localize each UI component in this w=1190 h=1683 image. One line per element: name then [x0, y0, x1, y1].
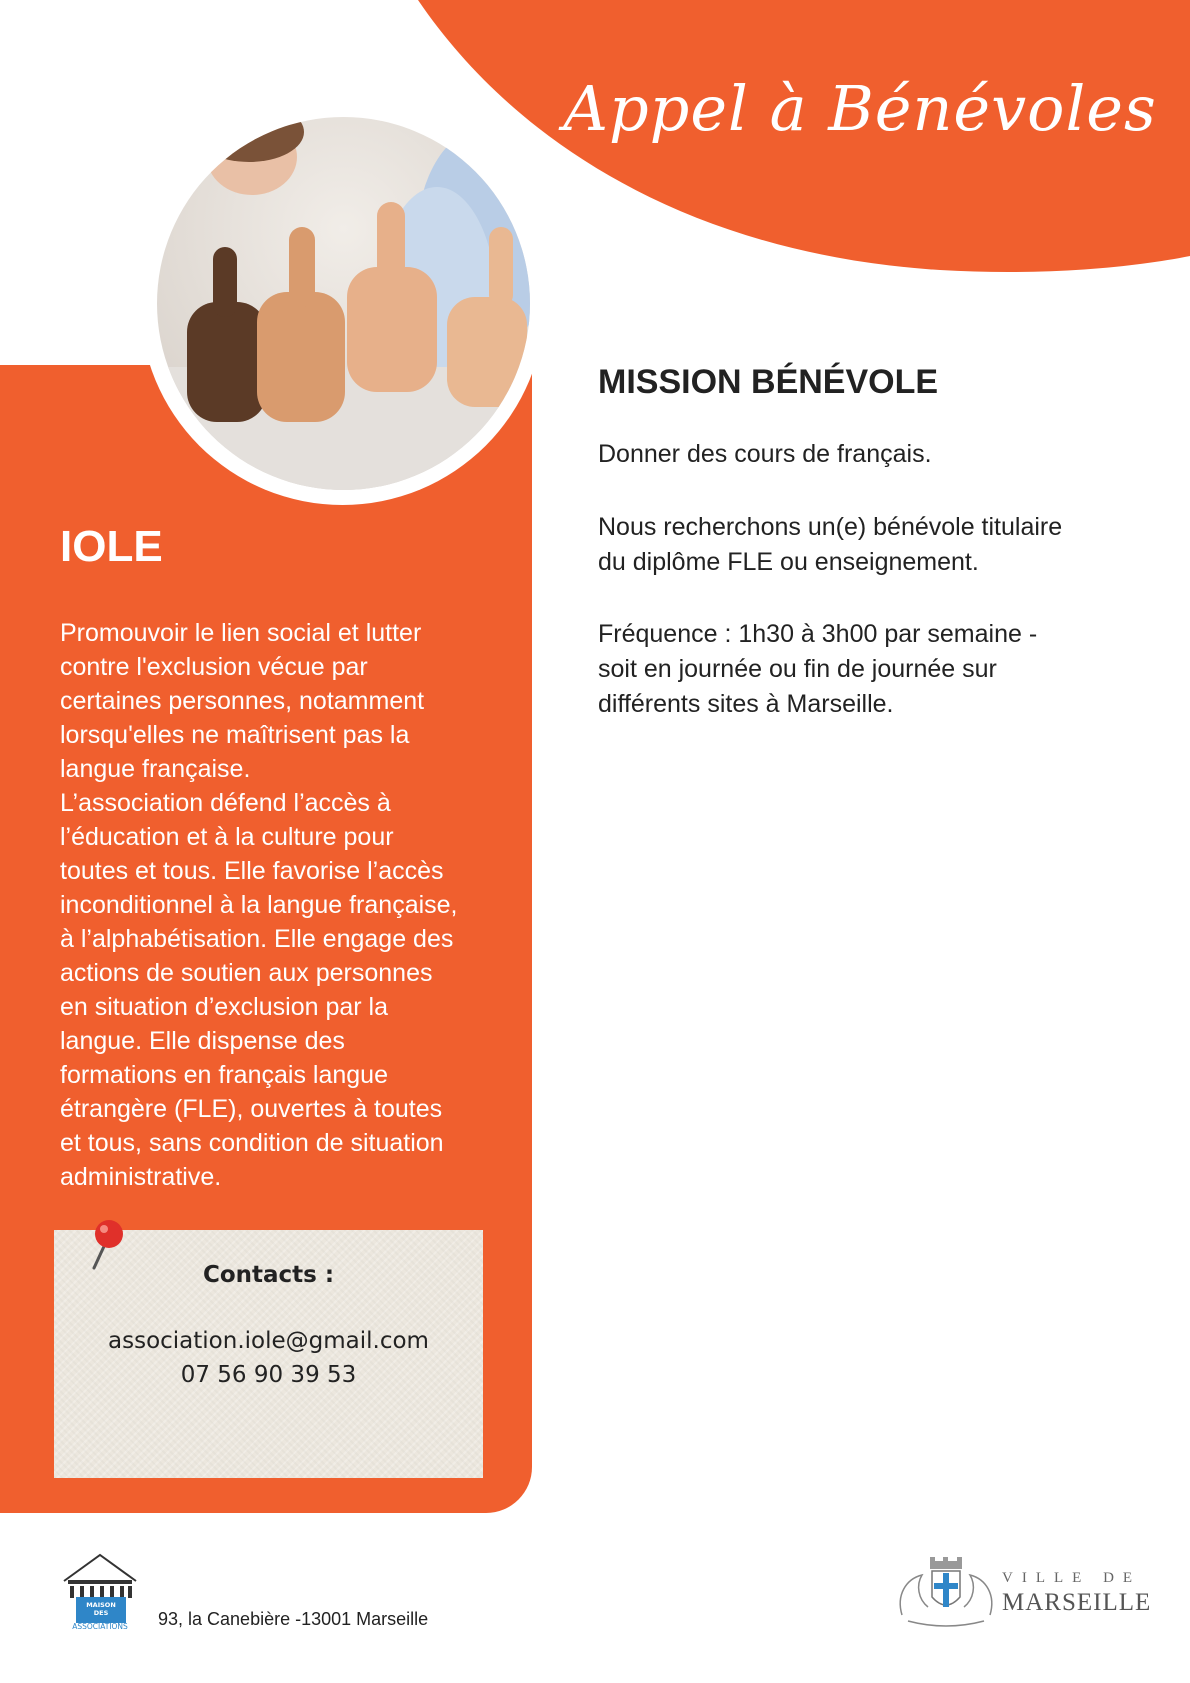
description-line: à l’alphabétisation. Elle engage des: [60, 925, 454, 953]
requirement-line: Nous recherchons un(e) bénévole titulaire: [598, 513, 1063, 541]
contacts-title: Contacts :: [202, 1262, 335, 1288]
description-line: administrative.: [60, 1163, 222, 1191]
city-name: MARSEILLE: [1002, 1589, 1152, 1616]
description-line: L’association défend l’accès à: [60, 789, 391, 817]
description-line: en situation d’exclusion par la: [60, 993, 388, 1021]
mission-title: MISSION BÉNÉVOLE: [598, 363, 939, 401]
mission-frequency: [598, 617, 1138, 722]
organization-description: [60, 616, 500, 1194]
organization-name: IOLE: [60, 522, 163, 571]
mission-requirement: [598, 510, 1138, 580]
mission-task: Donner des cours de français.: [598, 440, 932, 468]
frequency-line: Fréquence : 1h30 à 3h00 par semaine -: [598, 620, 1038, 648]
description-line: formations en français langue: [60, 1061, 388, 1089]
frequency-line: différents sites à Marseille.: [598, 690, 894, 718]
description-line: Promouvoir le lien social et lutter: [60, 619, 422, 647]
description-line: lorsqu'elles ne maîtrisent pas la: [60, 721, 410, 749]
description-line: langue française.: [60, 755, 251, 783]
city-label-small: VILLE DE: [1002, 1570, 1142, 1586]
frequency-line: soit en journée ou fin de journée sur: [598, 655, 997, 683]
logo-line: DES: [93, 1609, 109, 1617]
footer-address: 93, la Canebière -13001 Marseille: [158, 1609, 429, 1629]
page-title: Appel à Bénévoles: [563, 72, 1157, 145]
contact-email[interactable]: association.iole@gmail.com: [108, 1328, 429, 1354]
description-line: inconditionnel à la langue française,: [60, 891, 458, 919]
thumbs-up-photo: [157, 117, 530, 490]
maison-des-associations-logo: [62, 1553, 138, 1631]
description-line: et tous, sans condition de situation: [60, 1129, 444, 1157]
logo-line: MAISON: [86, 1601, 116, 1609]
description-line: contre l'exclusion vécue par: [60, 653, 368, 681]
requirement-line: du diplôme FLE ou enseignement.: [598, 548, 979, 576]
contact-phone[interactable]: 07 56 90 39 53: [180, 1362, 357, 1388]
description-line: l’éducation et à la culture pour: [60, 823, 394, 851]
marseille-coat-of-arms-icon: [894, 1555, 998, 1631]
description-line: actions de soutien aux personnes: [60, 959, 433, 987]
description-line: étrangère (FLE), ouvertes à toutes: [60, 1095, 443, 1123]
description-line: toutes et tous. Elle favorise l’accès: [60, 857, 444, 885]
logo-line: ASSOCIATIONS: [72, 1622, 128, 1631]
description-line: langue. Elle dispense des: [60, 1027, 345, 1055]
description-line: certaines personnes, notamment: [60, 687, 425, 715]
